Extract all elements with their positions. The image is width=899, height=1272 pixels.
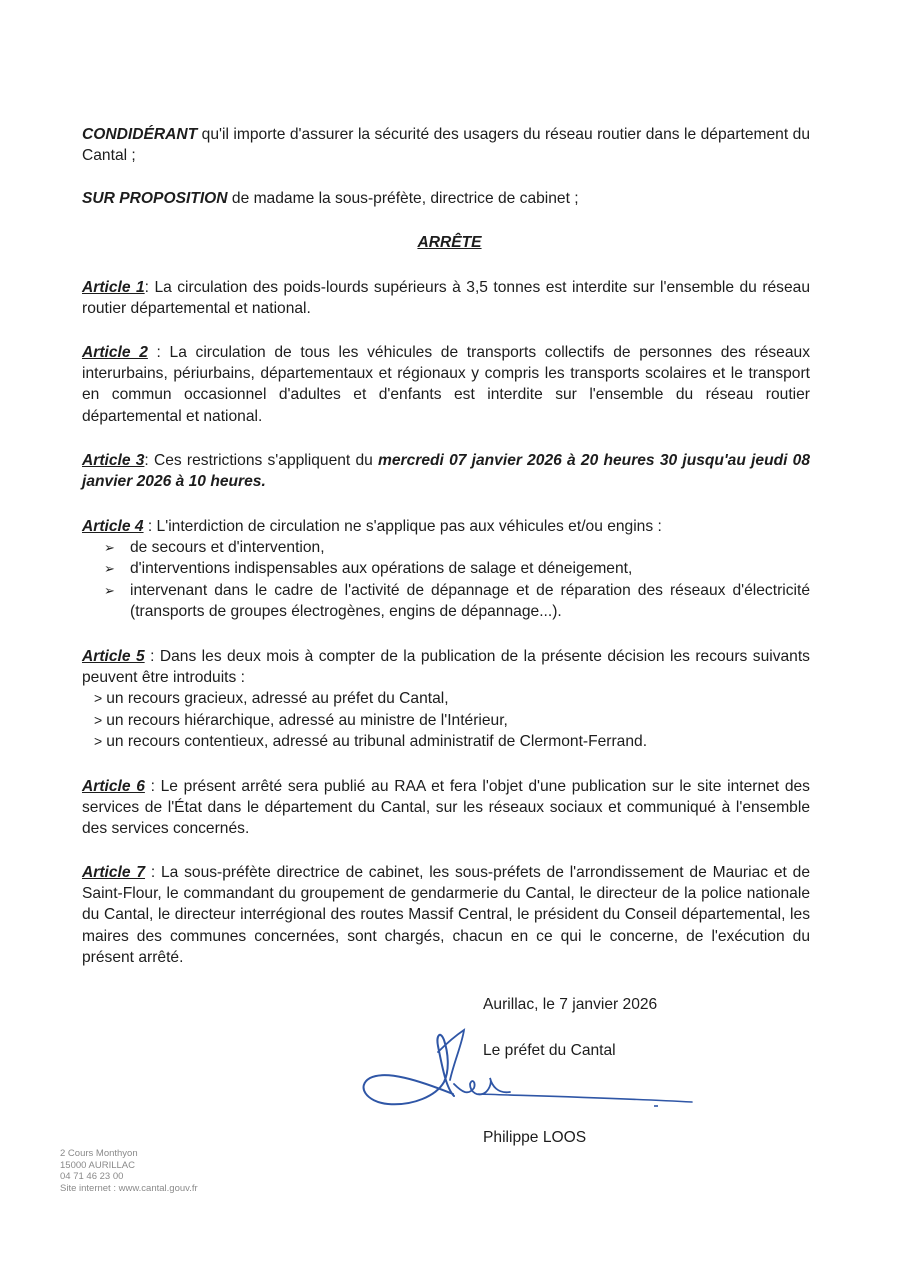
- list-item: ➢ intervenant dans le cadre de l'activité de dépannage et de réparation des réseaux d'électricité (transports de groupes électrogènes, engins de dépannage...).: [104, 581, 810, 620]
- article-4-label: Article 4: [82, 518, 144, 535]
- considerant-paragraph: [82, 124, 810, 166]
- article-7-label: Article 7: [82, 864, 146, 881]
- article-4-text: : L'interdiction de circulation ne s'applique pas aux véhicules et/ou engins :: [143, 518, 662, 535]
- article-2-label: Article 2: [82, 344, 148, 361]
- article-5-label: Article 5: [82, 648, 145, 665]
- considerant-label: CONDIDÉRANT: [82, 126, 198, 143]
- footer-address: [60, 1148, 198, 1194]
- article-2: [82, 342, 810, 427]
- article-6-label: Article 6: [82, 778, 145, 795]
- footer-city: 15000 AURILLAC: [60, 1159, 135, 1171]
- considerant-text: qu'il importe d'assurer la sécurité des usagers du réseau routier dans le département du Cantal ;: [82, 126, 810, 165]
- article-6-text: : Le présent arrêté sera publié au RAA et fera l'objet d'une publication sur le site internet des services de l'État dans le département du Cantal, sur les réseaux sociaux et communiqué à l'ensemble des services concernés.: [82, 778, 810, 838]
- place-date: Aurillac, le 7 janvier 2026: [483, 996, 658, 1013]
- signatory-name: Philippe LOOS: [483, 1129, 587, 1146]
- decree-title: ARRÊTE: [417, 234, 482, 251]
- signatory-title: Le préfet du Cantal: [483, 1042, 616, 1059]
- arrow-bullet-icon: ➢: [104, 582, 115, 598]
- footer-phone: 04 71 46 23 00: [60, 1171, 124, 1182]
- article-5-list: [82, 688, 810, 752]
- article-6: [82, 776, 810, 840]
- article-4-list: [82, 537, 810, 622]
- list-item: > un recours gracieux, adressé au préfet du Cantal,: [94, 690, 449, 708]
- handwritten-signature: [358, 1022, 698, 1118]
- gt-bullet-icon: >: [94, 690, 103, 707]
- article-5-text: : Dans les deux mois à compter de la publication de la présente décision les recours suivants peuvent être introduits :: [82, 648, 810, 687]
- article-7: [82, 862, 810, 968]
- article-7-text: : La sous-préfète directrice de cabinet, les sous-préfets de l'arrondissement de Mauriac et de Saint-Flour, le commandant du groupement de gendarmerie du Cantal, le directeur de la police nationale du Cantal, le directeur interrégional des routes Massif Central, le président du Conseil départemental, les maires des communes concernées, sont chargés, chacun en ce qui le concerne, de l'exécution du présent arrêté.: [82, 864, 810, 966]
- list-item: ➢ d'interventions indispensables aux opérations de salage et déneigement,: [82, 558, 810, 579]
- gt-bullet-icon: >: [94, 732, 103, 749]
- article-5: [82, 646, 810, 752]
- article-2-text: : La circulation de tous les véhicules de transports collectifs de personnes des réseaux interurbains, périurbains, départementaux et régionaux y compris les transports scolaires et le transport en commun occasionnel d'adultes et d'enfants est interdite sur l'ensemble du réseau routier départemental et national.: [82, 344, 810, 425]
- article-1-text: : La circulation des poids-lourds supérieurs à 3,5 tonnes est interdite sur l'ensemble du réseau routier départemental et national.: [82, 279, 810, 318]
- list-item: ➢ de secours et d'intervention,: [82, 537, 810, 558]
- proposition-label: SUR PROPOSITION: [82, 190, 228, 207]
- article-3-text: : Ces restrictions s'appliquent du: [144, 452, 379, 469]
- article-3-dates: mercredi 07 janvier 2026 à 20 heures 30 jusqu'au jeudi 08 janvier 2026 à 10 heures.: [82, 452, 811, 491]
- footer-website: Site internet : www.cantal.gouv.fr: [60, 1182, 198, 1194]
- list-item: > un recours contentieux, adressé au tribunal administratif de Clermont-Ferrand.: [94, 732, 648, 750]
- list-item: > un recours hiérarchique, adressé au ministre de l'Intérieur,: [94, 711, 508, 729]
- article-1-label: Article 1: [82, 279, 145, 296]
- article-4: [82, 516, 810, 622]
- arrow-bullet-icon: ➢: [104, 561, 115, 577]
- article-3: [82, 450, 810, 492]
- article-1: [82, 277, 810, 319]
- gt-bullet-icon: >: [94, 711, 103, 728]
- article-3-label: Article 3: [82, 452, 145, 469]
- arrow-bullet-icon: ➢: [104, 540, 115, 556]
- footer-street: 2 Cours Monthyon: [60, 1148, 138, 1159]
- proposition-text: de madame la sous-préfète, directrice de cabinet ;: [227, 190, 579, 207]
- proposition-paragraph: [82, 188, 810, 209]
